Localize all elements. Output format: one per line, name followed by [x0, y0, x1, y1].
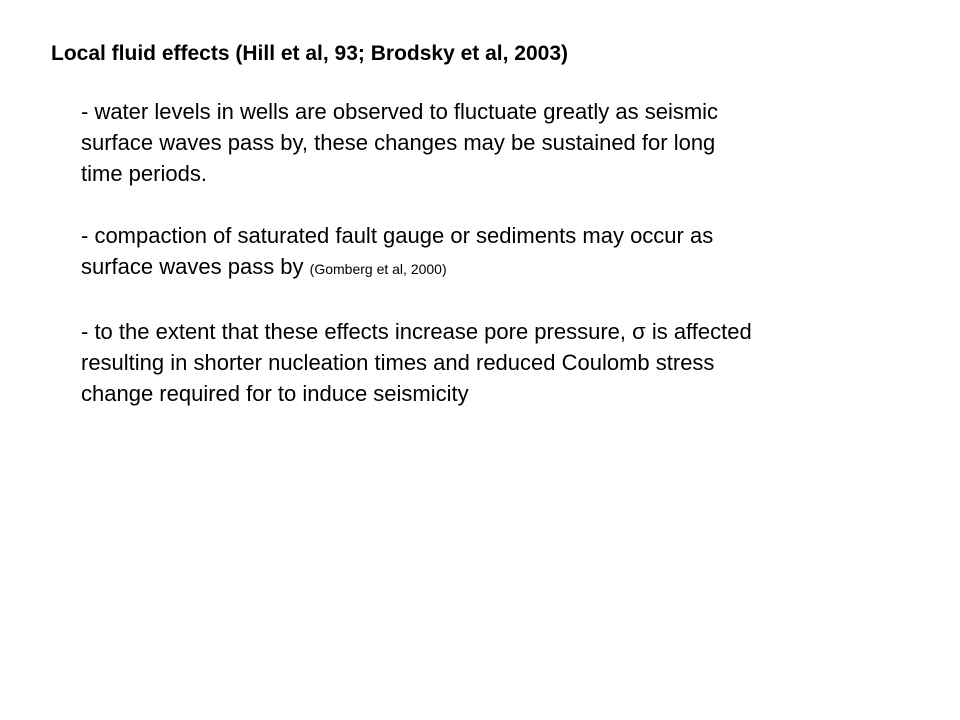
- bullet-line-with-citation: [81, 251, 941, 285]
- bullet-line: - to the extent that these effects increase pore pressure, σ is affected: [81, 319, 752, 344]
- bullet-line-text: surface waves pass by: [81, 254, 310, 279]
- bullet-line: change required for to induce seismicity: [81, 381, 469, 406]
- bullet-compaction: [81, 220, 941, 285]
- bullet-list: [81, 96, 941, 440]
- bullet-line: - water levels in wells are observed to fluctuate greatly as seismic: [81, 99, 719, 124]
- citation: (Gomberg et al, 2000): [309, 261, 447, 277]
- bullet-line: resulting in shorter nucleation times and reduced Coulomb stress: [81, 350, 715, 375]
- bullet-water-levels: [81, 96, 941, 189]
- bullet-line: - compaction of saturated fault gauge or sediments may occur as: [81, 223, 714, 248]
- bullet-line: surface waves pass by, these changes may be sustained for long: [81, 130, 716, 155]
- bullet-line: time periods.: [81, 161, 207, 186]
- slide-title: Local fluid effects (Hill et al, 93; Brodsky et al, 2003): [51, 42, 569, 65]
- bullet-pore-pressure: [81, 316, 941, 409]
